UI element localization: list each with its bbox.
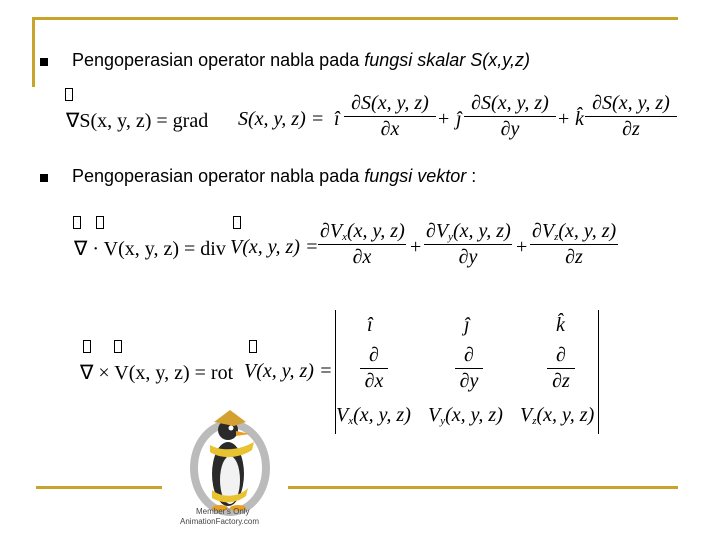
grad-frac-z-num: ∂S(x, y, z)	[592, 92, 670, 114]
det-unit-i: î	[367, 314, 373, 336]
div-lhs: ∇ · V(x, y, z) = div	[74, 238, 226, 260]
det-comp-x-sub: x	[348, 415, 354, 427]
div-frac-z-arg: (x, y, z)	[558, 220, 617, 242]
bullet-1-text	[72, 50, 530, 71]
grad-frac-y-den: ∂y	[500, 118, 520, 140]
watermark-line-2: AnimationFactory.com	[180, 517, 259, 526]
det-unit-j: ĵ	[464, 314, 470, 336]
bullet-2-text	[72, 166, 476, 187]
grad-unit-k: k̂	[575, 108, 584, 130]
grad-frac-x-num: ∂S(x, y, z)	[351, 92, 429, 114]
div-frac-y-den: ∂y	[458, 246, 478, 268]
bullet-2-prefix: Pengoperasian operator nabla pada	[72, 166, 365, 186]
det-comp-x	[336, 404, 411, 427]
bullet-1-emph: fungsi skalar S(x,y,z)	[364, 50, 530, 70]
grad-lhs: ∇S(x, y, z) = grad	[66, 110, 209, 132]
det-comp-y-arg: (x, y, z)	[445, 404, 503, 426]
det-partial-z-den: ∂z	[552, 370, 570, 392]
div-frac-x-den: ∂x	[352, 246, 372, 268]
div-frac-x-num: ∂V	[320, 220, 343, 242]
det-comp-x-v: V	[336, 404, 349, 426]
det-partial-y	[455, 344, 483, 393]
div-op-2: +	[516, 236, 528, 258]
det-comp-z-sub: z	[532, 415, 537, 427]
grad-frac-z	[585, 92, 677, 141]
bullet-2-marker	[40, 174, 48, 182]
det-partial-y-den: ∂y	[459, 370, 479, 392]
grad-unit-i: î	[334, 108, 340, 130]
det-partial-x-den: ∂x	[364, 370, 384, 392]
div-frac-x	[318, 220, 406, 269]
det-partial-z-num: ∂	[556, 344, 566, 366]
det-comp-z-v: V	[520, 404, 533, 426]
div-frac-y	[424, 220, 512, 269]
bullet-1-marker	[40, 58, 48, 66]
det-comp-y-sub: y	[440, 415, 446, 427]
div-frac-z-sub: z	[554, 231, 559, 243]
bullet-2-emph: fungsi vektor	[364, 166, 467, 186]
grad-frac-x-den: ∂x	[380, 118, 400, 140]
div-mid: V(x, y, z) =	[230, 236, 319, 258]
det-comp-z-arg: (x, y, z)	[536, 404, 595, 426]
grad-op-1: +	[438, 108, 450, 130]
div-frac-y-num: ∂V	[426, 220, 449, 242]
grad-op-2: +	[558, 108, 570, 130]
det-comp-y	[428, 404, 503, 427]
det-comp-x-arg: (x, y, z)	[353, 404, 411, 426]
grad-frac-y	[464, 92, 556, 141]
grad-mid: S(x, y, z) =	[238, 108, 325, 130]
div-frac-y-arg: (x, y, z)	[453, 220, 511, 242]
rot-mid: V(x, y, z) =	[244, 360, 333, 382]
div-frac-z	[530, 220, 618, 269]
determinant-right-bar	[598, 310, 599, 434]
frame-left-line	[32, 17, 35, 87]
frame-bottom-left-line	[36, 486, 162, 489]
div-frac-y-sub: y	[448, 231, 453, 243]
div-frac-x-sub: x	[342, 231, 347, 243]
grad-unit-j: ĵ	[456, 108, 462, 130]
grad-frac-x	[344, 92, 436, 141]
det-comp-z	[520, 404, 594, 427]
det-partial-x	[360, 344, 388, 393]
watermark-line-1: Member's Only	[196, 507, 250, 516]
det-partial-z	[547, 344, 575, 393]
div-op-1: +	[410, 236, 422, 258]
div-frac-x-arg: (x, y, z)	[347, 220, 405, 242]
bullet-2-suffix: :	[466, 166, 477, 186]
det-unit-k: k̂	[556, 314, 565, 336]
det-comp-y-v: V	[428, 404, 441, 426]
frame-top-line	[32, 17, 678, 20]
bullet-1-prefix: Pengoperasian operator nabla pada	[72, 50, 365, 70]
grad-frac-y-num: ∂S(x, y, z)	[471, 92, 549, 114]
div-frac-z-num: ∂V	[532, 220, 555, 242]
div-frac-z-den: ∂z	[565, 246, 583, 268]
frame-bottom-right-line	[288, 486, 678, 489]
rot-lhs: ∇ × V(x, y, z) = rot	[80, 362, 234, 384]
det-partial-y-num: ∂	[464, 344, 474, 366]
grad-frac-z-den: ∂z	[622, 118, 640, 140]
det-partial-x-num: ∂	[369, 344, 379, 366]
